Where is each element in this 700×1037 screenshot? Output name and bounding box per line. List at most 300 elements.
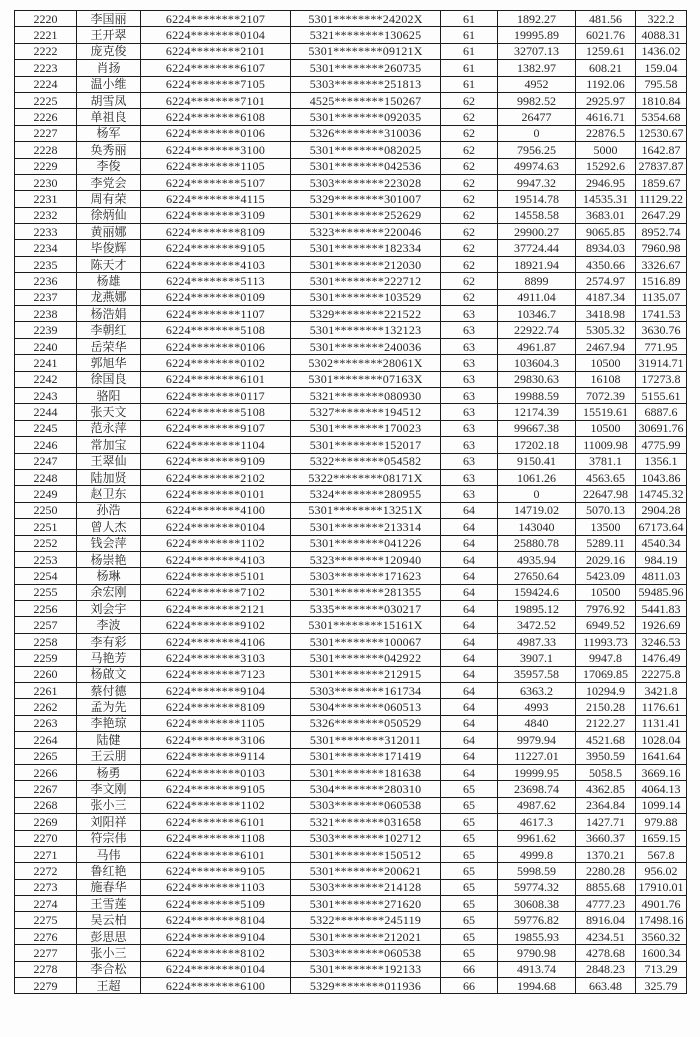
cell-card-masked: 6224********8102 [141, 945, 291, 961]
cell-value2: 5070.13 [576, 502, 636, 518]
cell-index: 2223 [15, 60, 77, 76]
cell-index: 2269 [15, 814, 77, 830]
cell-age: 63 [441, 453, 498, 469]
cell-name: 郭旭华 [77, 355, 141, 371]
cell-index: 2244 [15, 404, 77, 420]
cell-name: 王开翠 [77, 27, 141, 43]
cell-id-masked: 5303********060538 [291, 797, 441, 813]
cell-age: 63 [441, 371, 498, 387]
cell-value1: 14558.58 [498, 207, 576, 223]
cell-id-masked: 5301********171419 [291, 748, 441, 764]
cell-id-masked: 5329********301007 [291, 191, 441, 207]
cell-index: 2276 [15, 928, 77, 944]
cell-age: 63 [441, 338, 498, 354]
cell-card-masked: 6224********0117 [141, 387, 291, 403]
cell-name: 庞克俊 [77, 43, 141, 59]
table-row [15, 978, 687, 994]
cell-index: 2277 [15, 945, 77, 961]
cell-age: 62 [441, 289, 498, 305]
cell-id-masked: 5301********042922 [291, 650, 441, 666]
cell-value1: 4911.04 [498, 289, 576, 305]
cell-value3: 7960.98 [636, 240, 687, 256]
cell-value1: 9150.41 [498, 453, 576, 469]
cell-value3: 12530.67 [636, 125, 687, 141]
cell-value3: 3669.16 [636, 764, 687, 780]
cell-id-masked: 5301********281355 [291, 584, 441, 600]
cell-id-masked: 5301********181638 [291, 764, 441, 780]
cell-name: 李党会 [77, 174, 141, 190]
cell-age: 63 [441, 437, 498, 453]
cell-id-masked: 5322********054582 [291, 453, 441, 469]
cell-value1: 11227.01 [498, 748, 576, 764]
cell-age: 64 [441, 519, 498, 535]
table-row [15, 43, 687, 59]
cell-id-masked: 5323********220046 [291, 224, 441, 240]
cell-age: 61 [441, 27, 498, 43]
cell-index: 2259 [15, 650, 77, 666]
cell-value2: 8916.04 [576, 912, 636, 928]
cell-name: 李有彩 [77, 633, 141, 649]
cell-value3: 2904.28 [636, 502, 687, 518]
cell-index: 2238 [15, 306, 77, 322]
table-row [15, 846, 687, 862]
cell-age: 62 [441, 125, 498, 141]
table-row [15, 76, 687, 92]
cell-id-masked: 5301********042536 [291, 158, 441, 174]
cell-index: 2254 [15, 568, 77, 584]
cell-name: 鲁红艳 [77, 863, 141, 879]
cell-value3: 1659.15 [636, 830, 687, 846]
table-row [15, 27, 687, 43]
cell-id-masked: 5303********223028 [291, 174, 441, 190]
cell-value2: 7976.92 [576, 601, 636, 617]
cell-name: 徐国良 [77, 371, 141, 387]
cell-value2: 10500 [576, 584, 636, 600]
cell-value3: 4811.03 [636, 568, 687, 584]
cell-card-masked: 6224********6100 [141, 978, 291, 994]
cell-value1: 29830.63 [498, 371, 576, 387]
cell-card-masked: 6224********9109 [141, 453, 291, 469]
cell-value2: 11009.98 [576, 437, 636, 453]
cell-name: 王云朋 [77, 748, 141, 764]
cell-value2: 2029.16 [576, 551, 636, 567]
cell-value3: 5155.61 [636, 387, 687, 403]
cell-value1: 103604.3 [498, 355, 576, 371]
cell-index: 2258 [15, 633, 77, 649]
cell-value2: 663.48 [576, 978, 636, 994]
cell-value3: 30691.76 [636, 420, 687, 436]
cell-value1: 19514.78 [498, 191, 576, 207]
cell-value3: 4775.99 [636, 437, 687, 453]
cell-name: 李文刚 [77, 781, 141, 797]
cell-value1: 9961.62 [498, 830, 576, 846]
cell-name: 杨勇 [77, 764, 141, 780]
cell-index: 2273 [15, 879, 77, 895]
cell-value3: 1099.14 [636, 797, 687, 813]
cell-card-masked: 6224********1108 [141, 830, 291, 846]
cell-id-masked: 5321********080930 [291, 387, 441, 403]
table-row [15, 764, 687, 780]
cell-value2: 2150.28 [576, 699, 636, 715]
cell-age: 64 [441, 601, 498, 617]
cell-value2: 3781.1 [576, 453, 636, 469]
cell-value2: 2946.95 [576, 174, 636, 190]
records-table [14, 10, 687, 994]
cell-value1: 4952 [498, 76, 576, 92]
cell-value1: 19999.95 [498, 764, 576, 780]
cell-value1: 9979.94 [498, 732, 576, 748]
cell-value1: 3472.52 [498, 617, 576, 633]
cell-card-masked: 6224********3100 [141, 142, 291, 158]
cell-value2: 1370.21 [576, 846, 636, 862]
cell-card-masked: 6224********0106 [141, 125, 291, 141]
cell-age: 66 [441, 978, 498, 994]
cell-index: 2267 [15, 781, 77, 797]
cell-value2: 4350.66 [576, 256, 636, 272]
cell-index: 2230 [15, 174, 77, 190]
table-row [15, 174, 687, 190]
cell-age: 63 [441, 469, 498, 485]
cell-index: 2263 [15, 715, 77, 731]
cell-index: 2260 [15, 666, 77, 682]
cell-value3: 325.79 [636, 978, 687, 994]
cell-name: 肖扬 [77, 60, 141, 76]
cell-value3: 4064.13 [636, 781, 687, 797]
cell-card-masked: 6224********4115 [141, 191, 291, 207]
cell-card-masked: 6224********5101 [141, 568, 291, 584]
cell-id-masked: 5301********182334 [291, 240, 441, 256]
cell-value3: 17498.16 [636, 912, 687, 928]
cell-value1: 4993 [498, 699, 576, 715]
cell-index: 2272 [15, 863, 77, 879]
cell-id-masked: 5327********194512 [291, 404, 441, 420]
cell-age: 65 [441, 797, 498, 813]
cell-index: 2232 [15, 207, 77, 223]
cell-index: 2240 [15, 338, 77, 354]
cell-id-masked: 5301********260735 [291, 60, 441, 76]
cell-name: 杨琳 [77, 568, 141, 584]
cell-value3: 1600.34 [636, 945, 687, 961]
cell-id-masked: 5301********09121X [291, 43, 441, 59]
cell-id-masked: 5301********240036 [291, 338, 441, 354]
cell-value2: 481.56 [576, 11, 636, 27]
cell-value2: 2280.28 [576, 863, 636, 879]
cell-value1: 35957.58 [498, 666, 576, 682]
cell-value1: 25880.78 [498, 535, 576, 551]
cell-card-masked: 6224********5108 [141, 404, 291, 420]
records-body [15, 11, 687, 994]
cell-age: 63 [441, 404, 498, 420]
cell-value2: 4362.85 [576, 781, 636, 797]
cell-age: 65 [441, 814, 498, 830]
table-row [15, 568, 687, 584]
cell-card-masked: 6224********1107 [141, 306, 291, 322]
cell-index: 2221 [15, 27, 77, 43]
cell-card-masked: 6224********0106 [141, 338, 291, 354]
cell-age: 63 [441, 355, 498, 371]
cell-index: 2279 [15, 978, 77, 994]
cell-age: 64 [441, 748, 498, 764]
cell-value3: 771.95 [636, 338, 687, 354]
cell-index: 2241 [15, 355, 77, 371]
cell-name: 范永萍 [77, 420, 141, 436]
cell-value3: 3560.32 [636, 928, 687, 944]
table-row [15, 699, 687, 715]
cell-value3: 1926.69 [636, 617, 687, 633]
cell-card-masked: 6224********2121 [141, 601, 291, 617]
cell-card-masked: 6224********2101 [141, 43, 291, 59]
cell-value1: 17202.18 [498, 437, 576, 453]
cell-age: 65 [441, 896, 498, 912]
table-row [15, 715, 687, 731]
table-row [15, 60, 687, 76]
cell-value2: 22876.5 [576, 125, 636, 141]
cell-name: 杨军 [77, 125, 141, 141]
cell-age: 64 [441, 584, 498, 600]
table-row [15, 961, 687, 977]
cell-value3: 5441.83 [636, 601, 687, 617]
cell-id-masked: 5301********092035 [291, 109, 441, 125]
table-row [15, 371, 687, 387]
cell-id-masked: 5301********213314 [291, 519, 441, 535]
cell-value3: 3246.53 [636, 633, 687, 649]
table-row [15, 387, 687, 403]
cell-card-masked: 6224********5109 [141, 896, 291, 912]
cell-value2: 9947.8 [576, 650, 636, 666]
cell-id-masked: 5329********221522 [291, 306, 441, 322]
cell-name: 李朝红 [77, 322, 141, 338]
cell-id-masked: 5301********15161X [291, 617, 441, 633]
cell-value1: 59776.82 [498, 912, 576, 928]
cell-value1: 4987.33 [498, 633, 576, 649]
cell-value1: 30608.38 [498, 896, 576, 912]
table-row [15, 453, 687, 469]
cell-index: 2225 [15, 92, 77, 108]
cell-value1: 6363.2 [498, 683, 576, 699]
cell-id-masked: 5301********212030 [291, 256, 441, 272]
cell-name: 孟为先 [77, 699, 141, 715]
cell-value3: 27837.87 [636, 158, 687, 174]
cell-id-masked: 5301********192133 [291, 961, 441, 977]
cell-value3: 3630.76 [636, 322, 687, 338]
cell-age: 64 [441, 764, 498, 780]
cell-value1: 19895.12 [498, 601, 576, 617]
cell-name: 王雪莲 [77, 896, 141, 912]
cell-age: 63 [441, 486, 498, 502]
cell-value2: 6949.52 [576, 617, 636, 633]
cell-value2: 1427.71 [576, 814, 636, 830]
cell-value1: 12174.39 [498, 404, 576, 420]
cell-name: 马伟 [77, 846, 141, 862]
cell-id-masked: 5301********222712 [291, 273, 441, 289]
cell-value3: 4901.76 [636, 896, 687, 912]
cell-card-masked: 6224********1103 [141, 879, 291, 895]
cell-id-masked: 5301********041226 [291, 535, 441, 551]
cell-index: 2220 [15, 11, 77, 27]
cell-value2: 4187.34 [576, 289, 636, 305]
cell-value3: 2647.29 [636, 207, 687, 223]
cell-index: 2270 [15, 830, 77, 846]
cell-value2: 4777.23 [576, 896, 636, 912]
cell-index: 2239 [15, 322, 77, 338]
cell-value1: 4987.62 [498, 797, 576, 813]
cell-value2: 5058.5 [576, 764, 636, 780]
cell-card-masked: 6224********5113 [141, 273, 291, 289]
cell-value3: 67173.64 [636, 519, 687, 535]
cell-index: 2251 [15, 519, 77, 535]
table-row [15, 814, 687, 830]
cell-index: 2252 [15, 535, 77, 551]
cell-value2: 2848.23 [576, 961, 636, 977]
cell-id-masked: 5301********212021 [291, 928, 441, 944]
cell-index: 2246 [15, 437, 77, 453]
cell-name: 刘阳祥 [77, 814, 141, 830]
cell-index: 2247 [15, 453, 77, 469]
cell-name: 张小三 [77, 797, 141, 813]
cell-index: 2222 [15, 43, 77, 59]
cell-age: 62 [441, 256, 498, 272]
cell-age: 64 [441, 732, 498, 748]
cell-name: 杨啟文 [77, 666, 141, 682]
cell-name: 钱会萍 [77, 535, 141, 551]
cell-value2: 3418.98 [576, 306, 636, 322]
cell-name: 赵卫东 [77, 486, 141, 502]
cell-value1: 23698.74 [498, 781, 576, 797]
cell-id-masked: 5301********271620 [291, 896, 441, 912]
cell-name: 彭思思 [77, 928, 141, 944]
cell-card-masked: 6224********6101 [141, 814, 291, 830]
cell-age: 64 [441, 502, 498, 518]
cell-name: 陆健 [77, 732, 141, 748]
cell-id-masked: 5301********07163X [291, 371, 441, 387]
cell-card-masked: 6224********8109 [141, 699, 291, 715]
table-row [15, 617, 687, 633]
cell-age: 62 [441, 224, 498, 240]
cell-value2: 5289.11 [576, 535, 636, 551]
cell-id-masked: 5326********310036 [291, 125, 441, 141]
cell-id-masked: 5301********152017 [291, 437, 441, 453]
cell-age: 64 [441, 551, 498, 567]
cell-age: 63 [441, 306, 498, 322]
cell-card-masked: 6224********5107 [141, 174, 291, 190]
cell-value3: 567.8 [636, 846, 687, 862]
cell-index: 2266 [15, 764, 77, 780]
cell-value2: 22647.98 [576, 486, 636, 502]
cell-name: 奂秀丽 [77, 142, 141, 158]
cell-value2: 5305.32 [576, 322, 636, 338]
table-row [15, 355, 687, 371]
cell-value3: 1043.86 [636, 469, 687, 485]
cell-age: 63 [441, 387, 498, 403]
cell-value3: 979.88 [636, 814, 687, 830]
table-row [15, 404, 687, 420]
cell-index: 2264 [15, 732, 77, 748]
cell-id-masked: 4525********150267 [291, 92, 441, 108]
cell-age: 61 [441, 60, 498, 76]
cell-value1: 9982.52 [498, 92, 576, 108]
cell-value2: 16108 [576, 371, 636, 387]
cell-name: 黄丽娜 [77, 224, 141, 240]
cell-name: 李俊 [77, 158, 141, 174]
table-row [15, 256, 687, 272]
cell-value2: 10294.9 [576, 683, 636, 699]
cell-index: 2228 [15, 142, 77, 158]
cell-value2: 15519.61 [576, 404, 636, 420]
table-row [15, 191, 687, 207]
table-row [15, 912, 687, 928]
cell-age: 65 [441, 846, 498, 862]
cell-value2: 4521.68 [576, 732, 636, 748]
cell-value1: 9947.32 [498, 174, 576, 190]
cell-age: 65 [441, 945, 498, 961]
cell-age: 62 [441, 109, 498, 125]
cell-card-masked: 6224********9104 [141, 928, 291, 944]
cell-value1: 4840 [498, 715, 576, 731]
table-row [15, 781, 687, 797]
cell-age: 64 [441, 699, 498, 715]
cell-card-masked: 6224********8104 [141, 912, 291, 928]
cell-card-masked: 6224********7105 [141, 76, 291, 92]
table-row [15, 289, 687, 305]
cell-id-masked: 5321********031658 [291, 814, 441, 830]
cell-age: 65 [441, 781, 498, 797]
cell-name: 常加宝 [77, 437, 141, 453]
cell-value1: 22922.74 [498, 322, 576, 338]
cell-value2: 5000 [576, 142, 636, 158]
table-row [15, 240, 687, 256]
cell-index: 2227 [15, 125, 77, 141]
cell-name: 龙燕娜 [77, 289, 141, 305]
cell-name: 蔡付德 [77, 683, 141, 699]
cell-card-masked: 6224********4103 [141, 256, 291, 272]
table-row [15, 224, 687, 240]
cell-index: 2250 [15, 502, 77, 518]
cell-value3: 159.04 [636, 60, 687, 76]
cell-name: 杨雄 [77, 273, 141, 289]
cell-value2: 15292.6 [576, 158, 636, 174]
table-row [15, 797, 687, 813]
cell-id-masked: 5323********120940 [291, 551, 441, 567]
cell-name: 符宗伟 [77, 830, 141, 846]
cell-value1: 26477 [498, 109, 576, 125]
cell-id-masked: 5301********212915 [291, 666, 441, 682]
cell-value1: 3907.1 [498, 650, 576, 666]
cell-value2: 4616.71 [576, 109, 636, 125]
cell-value2: 5423.09 [576, 568, 636, 584]
cell-card-masked: 6224********9114 [141, 748, 291, 764]
table-row [15, 633, 687, 649]
cell-index: 2233 [15, 224, 77, 240]
cell-card-masked: 6224********6107 [141, 60, 291, 76]
cell-name: 陈天才 [77, 256, 141, 272]
cell-value3: 1741.53 [636, 306, 687, 322]
cell-card-masked: 6224********3106 [141, 732, 291, 748]
table-row [15, 142, 687, 158]
cell-card-masked: 6224********1104 [141, 437, 291, 453]
cell-index: 2236 [15, 273, 77, 289]
cell-value2: 3950.59 [576, 748, 636, 764]
cell-value1: 29900.27 [498, 224, 576, 240]
cell-age: 62 [441, 207, 498, 223]
cell-card-masked: 6224********0109 [141, 289, 291, 305]
cell-index: 2234 [15, 240, 77, 256]
cell-value2: 2122.27 [576, 715, 636, 731]
cell-value3: 59485.96 [636, 584, 687, 600]
table-row [15, 683, 687, 699]
table-row [15, 11, 687, 27]
cell-value2: 9065.85 [576, 224, 636, 240]
table-row [15, 125, 687, 141]
